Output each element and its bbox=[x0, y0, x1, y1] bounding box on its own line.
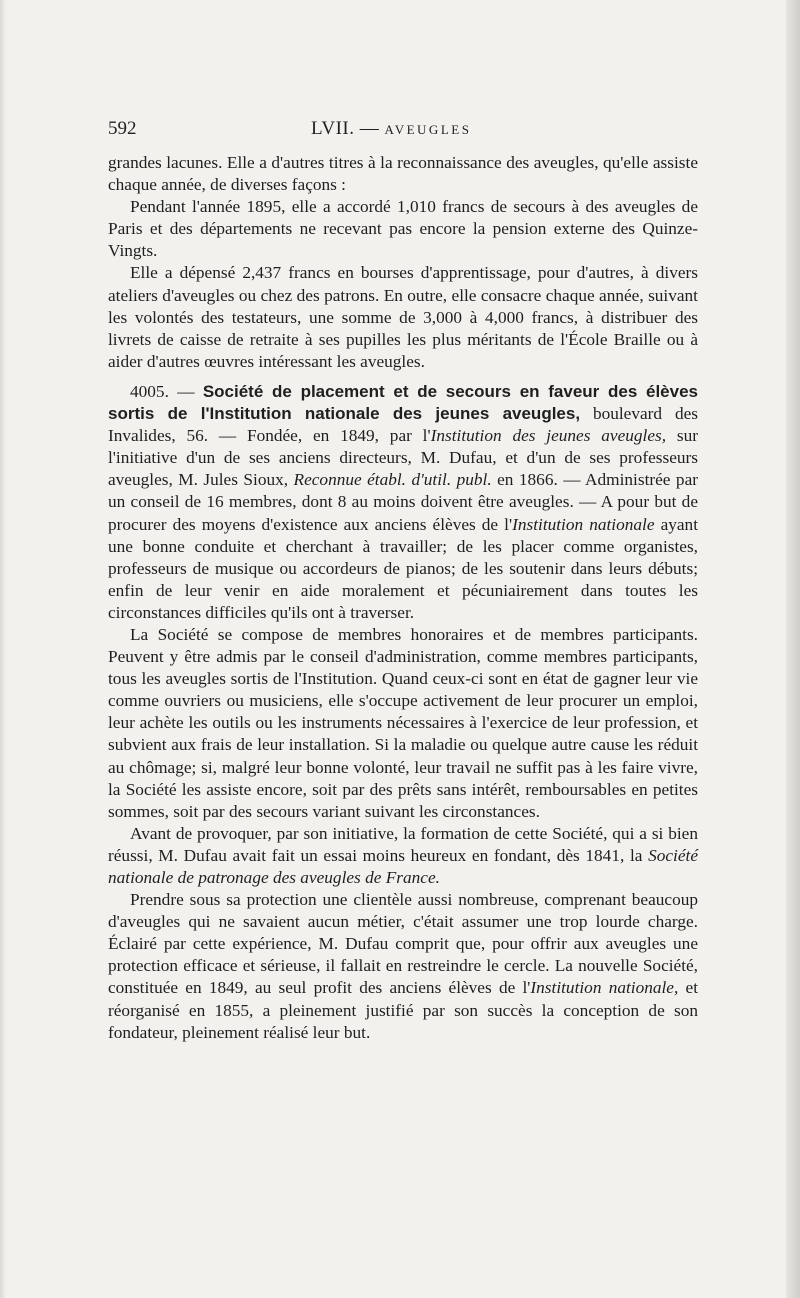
page-number: 592 bbox=[108, 118, 137, 139]
para7-italic: Institution nationale, bbox=[530, 978, 679, 998]
paragraph-avant bbox=[108, 823, 698, 889]
page-right-edge bbox=[786, 0, 800, 1298]
section-italic-reconnue: Reconnue établ. d'util. publ. bbox=[293, 470, 492, 490]
section-text-b: sur l'initiative d'un de ses anciens directeurs, M. Dufau, et d'un de ses professeurs aveugles, M. Jules Sioux, bbox=[108, 426, 698, 490]
paragraph-prendre bbox=[108, 889, 698, 1044]
section-italic-institution: Institution des jeunes aveugles, bbox=[430, 426, 667, 446]
paragraph-continuation: grandes lacunes. Elle a d'autres titres à la reconnaissance des aveugles, qu'elle assiste chaque année, de diverses façons : bbox=[108, 153, 698, 195]
chapter-subject: AVEUGLES bbox=[384, 122, 472, 137]
para6-text-a: Avant de provoquer, par son initiative, la formation de cette Société, qui a si bien réussi, M. Dufau avait fait un essai moins heureux en fondant, dès 1841, la bbox=[108, 823, 698, 865]
para6-italic: Société nationale de patronage des aveugles de France. bbox=[108, 845, 698, 887]
para7-text-b: et réorganisé en 1855, a pleinement justifié par son succès la conception de son fondateur, pleinement réalisé leur but. bbox=[108, 978, 699, 1042]
section-title: Société de placement et de secours en faveur des élèves sortis de l'Institution nationale des jeunes aveugles, bbox=[108, 381, 699, 424]
para7-text-a: Prendre sous sa protection une clientèle aussi nombreuse, comprenant beaucoup d'aveugles qui ne savaient aucun métier, c'était assumer une trop lourde charge. Éclairé par cette expérience, M. Dufau comprit que, pour offrir aux aveugles une protection efficace et sérieuse, il fallait en restreindre le cercle. La nouvelle Société, constituée en 1849, au seul profit des anciens élèves de l' bbox=[108, 890, 698, 998]
section-text-a: boulevard des Invalides, 56. — Fondée, en 1849, par l' bbox=[108, 404, 698, 446]
paragraph-secours: Pendant l'année 1895, elle a accordé 1,010 francs de secours à des aveugles de Paris et des départements ne recevant pas encore la pension externe des Quinze-Vingts. bbox=[108, 197, 698, 261]
paragraph-bourses: Elle a dépensé 2,437 francs en bourses d'apprentissage, pour d'autres, à divers ateliers d'aveugles ou chez des patrons. En outre, elle consacre chaque année, suivant les volontés des testateurs, une somme de 3,000 à 4,000 francs, à distribuer des livrets de caisse de retraite à ses pupilles les plus méritants de l'École Braille ou à aider d'autres œuvres intéressant les aveugles. bbox=[108, 263, 698, 371]
page-left-edge bbox=[0, 0, 6, 1298]
section-entry-4005 bbox=[108, 381, 698, 624]
section-dash: — bbox=[177, 381, 195, 401]
section-text-c: en 1866. — Administrée par un conseil de 16 membres, dont 8 au moins doivent être aveugles. — A pour but de procurer des moyens d'existence aux anciens élèves de l' bbox=[108, 470, 698, 534]
running-header bbox=[108, 118, 698, 142]
header-separator: — bbox=[359, 118, 380, 139]
section-number: 4005. bbox=[130, 381, 169, 401]
section-italic-nationale: Institution nationale bbox=[512, 514, 655, 534]
chapter-number: LVII. bbox=[311, 118, 355, 139]
running-title bbox=[311, 118, 471, 140]
page-body bbox=[108, 152, 698, 1044]
section-text-d: ayant une bonne conduite et cherchant à travailler; de les placer comme organistes, professeurs de musique ou accordeurs de pianos; de les soutenir dans leurs débuts; enfin de leur venir en aide moralement et pécuniairement dans toutes les circonstances difficiles qu'ils ont à traverser. bbox=[108, 514, 698, 622]
paragraph-composition: La Société se compose de membres honoraires et de membres participants. Peuvent y être admis par le conseil d'administration, comme membres participants, tous les aveugles sortis de l'Institution. Quand ceux-ci sont en état de gagner leur vie comme ouvriers ou musiciens, elle s'occupe activement de leur procurer un emploi, leur achète les outils ou les instruments nécessaires à l'exercice de leur profession, et subvient aux frais de leur installation. Si la maladie ou quelque autre cause les réduit au chômage; si, malgré leur bonne volonté, leur travail ne suffit pas à les faire vivre, la Société les assiste encore, soit par des prêts sans intérêt, remboursables en petites sommes, soit par des secours variant suivant les circonstances. bbox=[108, 624, 698, 821]
